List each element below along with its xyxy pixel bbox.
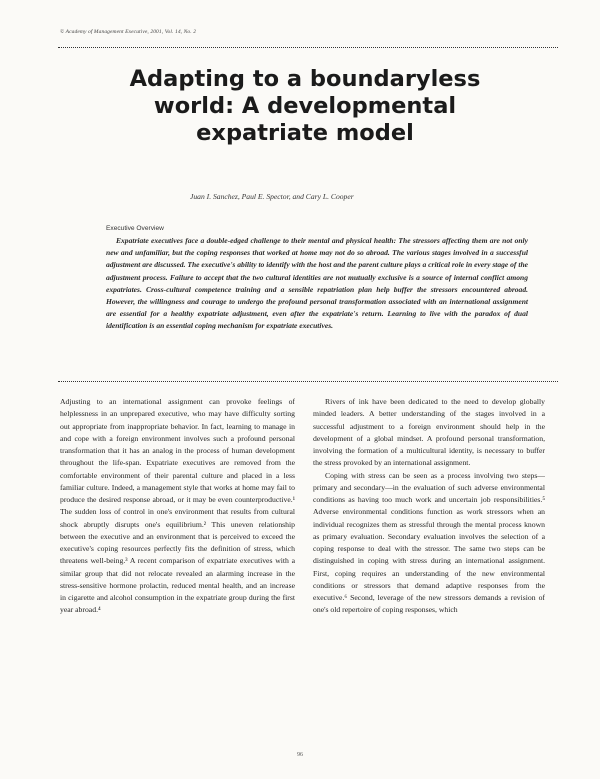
executive-overview-label: Executive Overview (106, 225, 164, 232)
top-dotted-rule (58, 47, 558, 48)
body-column-left (60, 396, 295, 617)
abstract-text: Expatriate executives face a double-edged challenge to their mental and physical health: The stressors affecting them are not only new and unfamiliar, but the coping responses that worked at home may not do so abroad. The various stages involved in a successful adjustment are discussed. The executive's ability to identify with the host and the parent culture plays a critical role in every stage of the adjustment process. Failure to accept that the two cultural identities are not mutually exclusive is a source of internal conflict among expatriates. Cross-cultural competence training and a sensible repatriation plan help buffer the stressors encountered abroad. However, the willingness and courage to undergo the profound personal transformation associated with an international assignment are essential for a healthy expatriate adjustment, even after the expatriate's return. Learning to live with the paradox of dual identification is an essential coping mechanism for expatriate executives. (106, 236, 528, 331)
article-title (70, 66, 540, 147)
author-byline: Juan I. Sanchez, Paul E. Spector, and Cary L. Cooper (190, 192, 354, 201)
executive-overview-abstract (106, 235, 528, 333)
title-line-1: Adapting to a boundaryless (129, 66, 481, 92)
running-head: © Academy of Management Executive, 2001, Vol. 14, No. 2 (60, 29, 197, 35)
body-paragraph: Adjusting to an international assignment can provoke feelings of helplessness in an unprepared executive, who may have difficulty sorting out appropriate from inappropriate behavior. In fact, learning to manage in and cope with a foreign environment involves such a profound personal transformation that it has an analog in the process of human development throughout the life-span. Expatriate executives are removed from the comfortable environment of their parental culture and placed in a less familiar culture. Indeed, a management style that works at home may fail to produce the desired response abroad, or it may be even counterproductive.¹ The sudden loss of control in one's environment that results from cultural shock abruptly disrupts one's equilibrium.² This uneven relationship between the executive and an environment that is perceived to exceed the executive's coping resources perfectly fits the definition of stress, which threatens well-being.³ A recent comparison of expatriate executives with a similar group that did not relocate revealed an alarming increase in the stress-sensitive hormone prolactin, reduced mental health, and an increase in cigarette and alcohol consumption in the expatriate group during the first year abroad.⁴ (60, 397, 295, 615)
body-column-right (313, 396, 545, 617)
title-line-2: world: A developmental (153, 93, 457, 119)
page-number: 96 (297, 752, 303, 758)
section-dotted-rule (58, 381, 558, 382)
body-paragraph: Rivers of ink have been dedicated to the need to develop globally minded leaders. A better understanding of the stages involved in a successful adjustment to a foreign environment should help in the development of a global mindset. A profound personal transformation, involving the formation of a multicultural identity, is necessary to buffer the stress provoked by an international assignment. (313, 397, 545, 468)
title-line-3: expatriate model (196, 120, 414, 146)
body-paragraph: Coping with stress can be seen as a process involving two steps—primary and secondary—in the evaluation of such adverse environmental conditions as having too much work and uncertain job responsibilities.⁵ Adverse environmental conditions function as work stressors when an individual recognizes them as stressful through the mental process known as primary evaluation. Secondary evaluation involves the selection of a coping response to deal with the stressor. The same two steps can be distinguished in coping with stress during an international assignment. First, coping requires an understanding of the new environmental conditions or stressors that demand adaptive responses from the executive.⁶ Second, leverage of the new stressors demands a revision of one's old repertoire of coping responses, which (313, 470, 545, 615)
